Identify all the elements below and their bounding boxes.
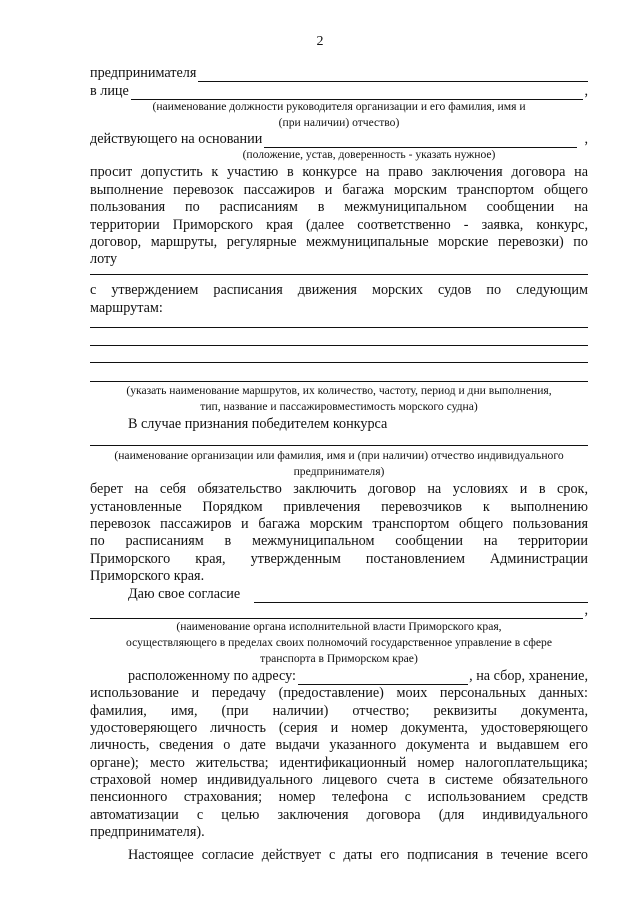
person-blank xyxy=(131,86,584,100)
winner-line: В случае признания победителем конкурса xyxy=(128,416,388,432)
note-organ-3: транспорта в Приморском крае) xyxy=(260,652,418,665)
entrepreneur-line xyxy=(90,64,588,82)
schedule-line-2: маршрутам: xyxy=(90,300,163,316)
consent-blank-2 xyxy=(90,605,583,619)
obligation-line-2: установленные Порядком привлечения перевозчиков к выполнению xyxy=(90,499,588,515)
personal-line-2: фамилия, имя, (при наличии) отчество; реквизиты документа, xyxy=(90,703,588,719)
basis-label: действующего на основании xyxy=(90,131,263,147)
person-label: в лице xyxy=(90,83,129,99)
address-label: расположенному по адресу: xyxy=(128,668,296,684)
route-rule-3 xyxy=(90,362,588,363)
route-rule-4 xyxy=(90,381,588,382)
address-blank xyxy=(298,671,468,685)
request-line-3: пользования по расписаниям в межмуниципальном сообщении на xyxy=(90,199,588,215)
winner-rule xyxy=(90,445,588,446)
basis-tail: , xyxy=(584,131,588,147)
request-line-1: просит допустить к участию в конкурсе на право заключения договора на xyxy=(90,164,588,180)
note-winner-1: (наименование организации или фамилия, имя и (при наличии) отчество индивидуального xyxy=(114,449,564,462)
personal-line-4: личность, сведения о дате выдачи указанного документа и выдавшем его xyxy=(90,737,588,753)
address-line xyxy=(128,667,588,685)
lot-rule xyxy=(90,274,588,275)
obligation-line-6: Приморского края. xyxy=(90,568,205,584)
consent-tail: , xyxy=(584,602,588,618)
note-routes-2: тип, название и пассажировместимость морского судна) xyxy=(200,400,478,413)
personal-line-5: органе); место жительства; идентификационный номер налогоплательщика; xyxy=(90,755,588,771)
personal-line-1: использование и передачу (предоставление) моих персональных данных: xyxy=(90,685,588,701)
consent-label: Даю свое согласие xyxy=(128,586,241,602)
obligation-line-5: Приморского края, утвержденным постановлением Администрации xyxy=(90,551,588,567)
schedule-line-1: с утверждением расписания движения морских судов по следующим xyxy=(90,282,588,298)
personal-line-9: предпринимателя). xyxy=(90,824,205,840)
note-basis: (положение, устав, доверенность - указать нужное) xyxy=(242,148,496,161)
request-line-4: территории Приморского края (далее соответственно - заявка, конкурс, xyxy=(90,217,588,233)
request-line-6: лоту xyxy=(90,251,118,267)
personal-line-3: удостоверяющего личность (серия и номер документа, удостоверяющего xyxy=(90,720,588,736)
person-tail: , xyxy=(584,83,588,99)
obligation-line-1: берет на себя обязательство заключить договор на условиях и в срок, xyxy=(90,481,588,497)
personal-line-8: автоматизации с целью заключения договора (для индивидуального xyxy=(90,807,588,823)
entrepreneur-blank xyxy=(198,68,588,82)
request-line-2: выполнение перевозок пассажиров и багажа морским транспортом общего xyxy=(90,182,588,198)
note-organ-2: осуществляющего в пределах своих полномочий государственное управление в сфере xyxy=(126,636,552,649)
note-winner-2: предпринимателя) xyxy=(293,465,385,478)
basis-blank xyxy=(264,134,577,148)
person-line xyxy=(90,82,588,100)
address-tail: , на сбор, хранение, xyxy=(469,668,588,684)
basis-line xyxy=(90,130,588,148)
obligation-line-3: перевозок пассажиров и багажа морским транспортом общего пользования xyxy=(90,516,588,532)
personal-line-6: страховой номер индивидуального лицевого счета в системе обязательного xyxy=(90,772,588,788)
entrepreneur-label: предпринимателя xyxy=(90,65,197,81)
request-line-5: договор, маршруты, регулярные межмуниципальные морские перевозки) по xyxy=(90,234,588,250)
note-routes-1: (указать наименование маршрутов, их количество, частоту, период и дни выполнения, xyxy=(126,384,552,397)
route-rule-2 xyxy=(90,345,588,346)
consent-line-2 xyxy=(90,601,588,619)
note-organ-1: (наименование органа исполнительной власти Приморского края, xyxy=(176,620,502,633)
note-person-2: (при наличии) отчество) xyxy=(278,116,400,129)
page-number: 2 xyxy=(316,34,324,49)
obligation-line-4: по расписаниям в межмуниципальном сообщении на территории xyxy=(90,533,588,549)
personal-line-7: пенсионного страхования; номер телефона с использованием средств xyxy=(90,789,588,805)
validity-line: Настоящее согласие действует с даты его подписания в течение всего xyxy=(128,847,588,863)
note-person-1: (наименование должности руководителя организации и его фамилия, имя и xyxy=(152,100,526,113)
route-rule-1 xyxy=(90,327,588,328)
